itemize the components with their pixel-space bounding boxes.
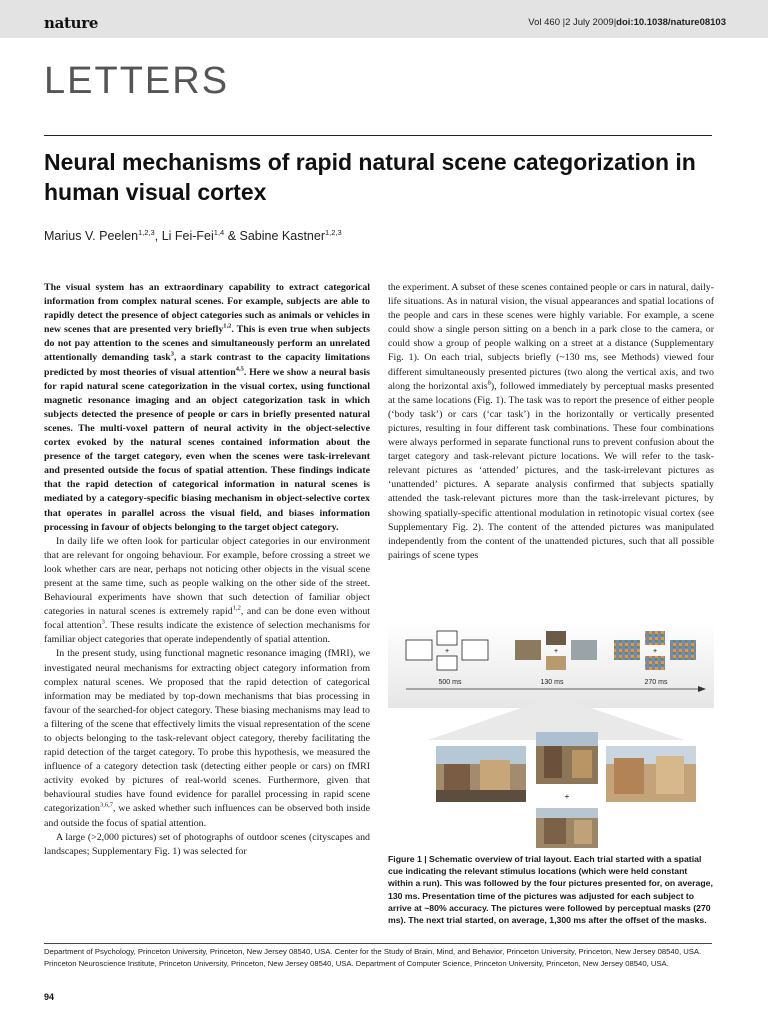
body-paragraph: In daily life we often look for particular object categories in our environment that are relevant for ongoing behaviour. For example, before crossing a street we look whether cars are near, perhaps not noticing other objects in the visual scene present at the same time, such as people walking on the other side of the street. Behavioural experiments have shown that such detection of familiar object categories in natural scenes is extremely rapid$^{1,2}$, and can be done even without focal attention$^3$. These results indicate the existence of selection mechanisms for familiar object categories that operate independently of spatial attention. xyxy=(44,535,370,646)
author-name: Li Fei-Fei xyxy=(161,229,214,243)
abstract-paragraph: The visual system has an extraordinary capability to extract categorical information from complex natural scenes. For example, subjects are able to rapidly detect the presence of object categories such as animals or vehicles in new scenes that are presented very briefly$^{1,2}$. This is even true when subjects do not pay attention to the scenes and simultaneously perform an unrelated attentionally demanding task$^3$, a stark contrast to the capacity limitations predicted by most theories of visual attention$^{4,5}$. Here we show a neural basis for rapid natural scene categorization in the visual cortex, using functional magnetic resonance imaging and an object categorization task in which subjects detected the presence of people or cars in briefly presented natural scenes. The multi-voxel pattern of neural activity in the object-selective cortex evoked by the natural scenes contained information about the presence of the target category, even when the scenes were task-irrelevant and presented outside the focus of spatial attention. These findings indicate that the rapid detection of categorical information in natural scenes is mediated by a category-specific biasing mechanism in object-selective cortex that operates in parallel across the visual field, and biases information processing in favour of objects belonging to the target object category. xyxy=(44,282,371,533)
fixation-cross: + xyxy=(564,792,570,801)
author-list: Marius V. Peelen$^{1,2,3}$, Li Fei-Fei$^{1,4}$ & Sabine Kastner$^{1,2,3}$ xyxy=(44,227,342,243)
journal-header-bar xyxy=(0,0,768,38)
caption-text: Each trial started with a spatial cue indicating the relevant stimulus locations (which were held constant within a run). This was followed by the four pictures presented for, on average, 130 ms. Presentation time of the pictures was adjusted for each subject to arrive at ~80% accuracy. The pictures were followed by perceptual masks (270 ms). The next trial started, on average, 1,300 ms after the offset of the masks. xyxy=(388,854,713,926)
body-paragraph: In the present study, using functional magnetic resonance imaging (fMRI), we investigated neural mechanisms for extracting object category information from complex natural scenes. We proposed that the rapid detection of categorical information may be mediated by top-down mechanisms that bias processing in favour of the searched-for object category. These biasing mechanisms may lead to a filtering of the scene that effectively limits the visual representation of the scene to objects belonging to the task-relevant object category, thereby facilitating the rapid detection of the target category. To probe this hypothesis, we measured the influence of a category detection task (detecting either people or cars) on fMRI activity evoked by pictures of real-world scenes. Furthermore, given that behavioural studies have found evidence for parallel processing in rapid scene categorization$^{3,6,7}$, we asked whether such influences can be observed both inside and outside the focus of spatial attention. xyxy=(44,648,370,829)
section-label: LETTERS xyxy=(44,60,230,102)
author-affiliation: 1,2,3 xyxy=(138,227,155,237)
author-affiliation: 1,4 xyxy=(213,227,225,237)
footnote-divider xyxy=(44,943,712,944)
body-paragraph: the experiment. A subset of these scenes contained people or cars in natural, daily-life situations. As in natural vision, the visual appearances and spatial locations of the people and cars in these scenes were highly variable. For example, a scene could show a single person sitting on a bench in a park close to the camera, or could show a group of people walking on a street at a distance (Supplementary Fig. 1). On each trial, subjects briefly (~130 ms, see Methods) viewed four different simultaneously presented pictures (two along the vertical axis, and two along the horizontal axis$^8$), followed immediately by perceptual masks presented at the same locations (Fig. 1). The task was to report the presence of either people (‘body task’) or cars (‘car task’) in the horizontally or vertically presented pictures, resulting in four different task combinations. These four combinations were always performed in separate functional runs to prevent confusion about the target category and task-relevant picture locations. We will refer to the task-relevant pictures as ‘attended’ pictures, and the task-irrelevant pictures as ‘unattended’ pictures. A separate analysis confirmed that subjects spatially attended the task-relevant pictures more than the task-irrelevant pictures, by showing spatially-specific attentional modulation in retinotopic visual cortex (see Supplementary Fig. 2). The content of the attended pictures was manipulated independently from the content of the unattended pictures, such that all possible pairings of scene types xyxy=(388,282,714,561)
page-number: 94 xyxy=(44,992,55,1002)
volume: Vol 460 xyxy=(528,17,560,28)
fixation-cross: + xyxy=(553,648,559,655)
fixation-cross: + xyxy=(444,648,450,655)
article-title: Neural mechanisms of rapid natural scene categorization in human visual cortex xyxy=(44,149,696,205)
timing-label: 130 ms xyxy=(540,679,564,686)
trial-layout-diagram xyxy=(388,622,714,850)
title-divider xyxy=(44,135,712,136)
doi-link[interactable]: doi:10.1038/nature08103 xyxy=(616,17,726,28)
affiliations-footnote: Department of Psychology, Princeton University, Princeton, New Jersey 08540, USA. Center for the Study of Brain, Mind, and Behavior, Princeton University, Princeton, New Jersey 08540, USA. Princeton Neuroscience Institute, Princeton University, Princeton, New Jersey 08540, USA. Department of Computer Science, Princeton University, Princeton, New Jersey 08540, USA. xyxy=(44,947,702,968)
figure-1 xyxy=(388,622,714,850)
fixation-cross: + xyxy=(652,648,658,655)
issue-info: Vol 460 |2 July 2009|doi:10.1038/nature08103 xyxy=(528,17,726,28)
issue-date: 2 July 2009 xyxy=(565,17,614,28)
timing-label: 500 ms xyxy=(438,679,462,686)
timing-label: 270 ms xyxy=(644,679,668,686)
author-affiliation: 1,2,3 xyxy=(325,227,342,237)
body-column-right xyxy=(388,281,714,563)
body-paragraph: A large (>2,000 pictures) set of photographs of outdoor scenes (cityscapes and landscapes; Supplementary Fig. 1) was selected for xyxy=(44,831,370,857)
body-column-left xyxy=(44,281,370,859)
author-name: Sabine Kastner xyxy=(239,229,325,243)
journal-name: nature xyxy=(44,14,99,32)
figure-caption xyxy=(388,853,714,926)
enlarged-stimulus xyxy=(436,732,696,848)
author-name: Marius V. Peelen xyxy=(44,229,139,243)
caption-label: Figure 1 | Schematic overview of trial layout. xyxy=(388,854,572,864)
